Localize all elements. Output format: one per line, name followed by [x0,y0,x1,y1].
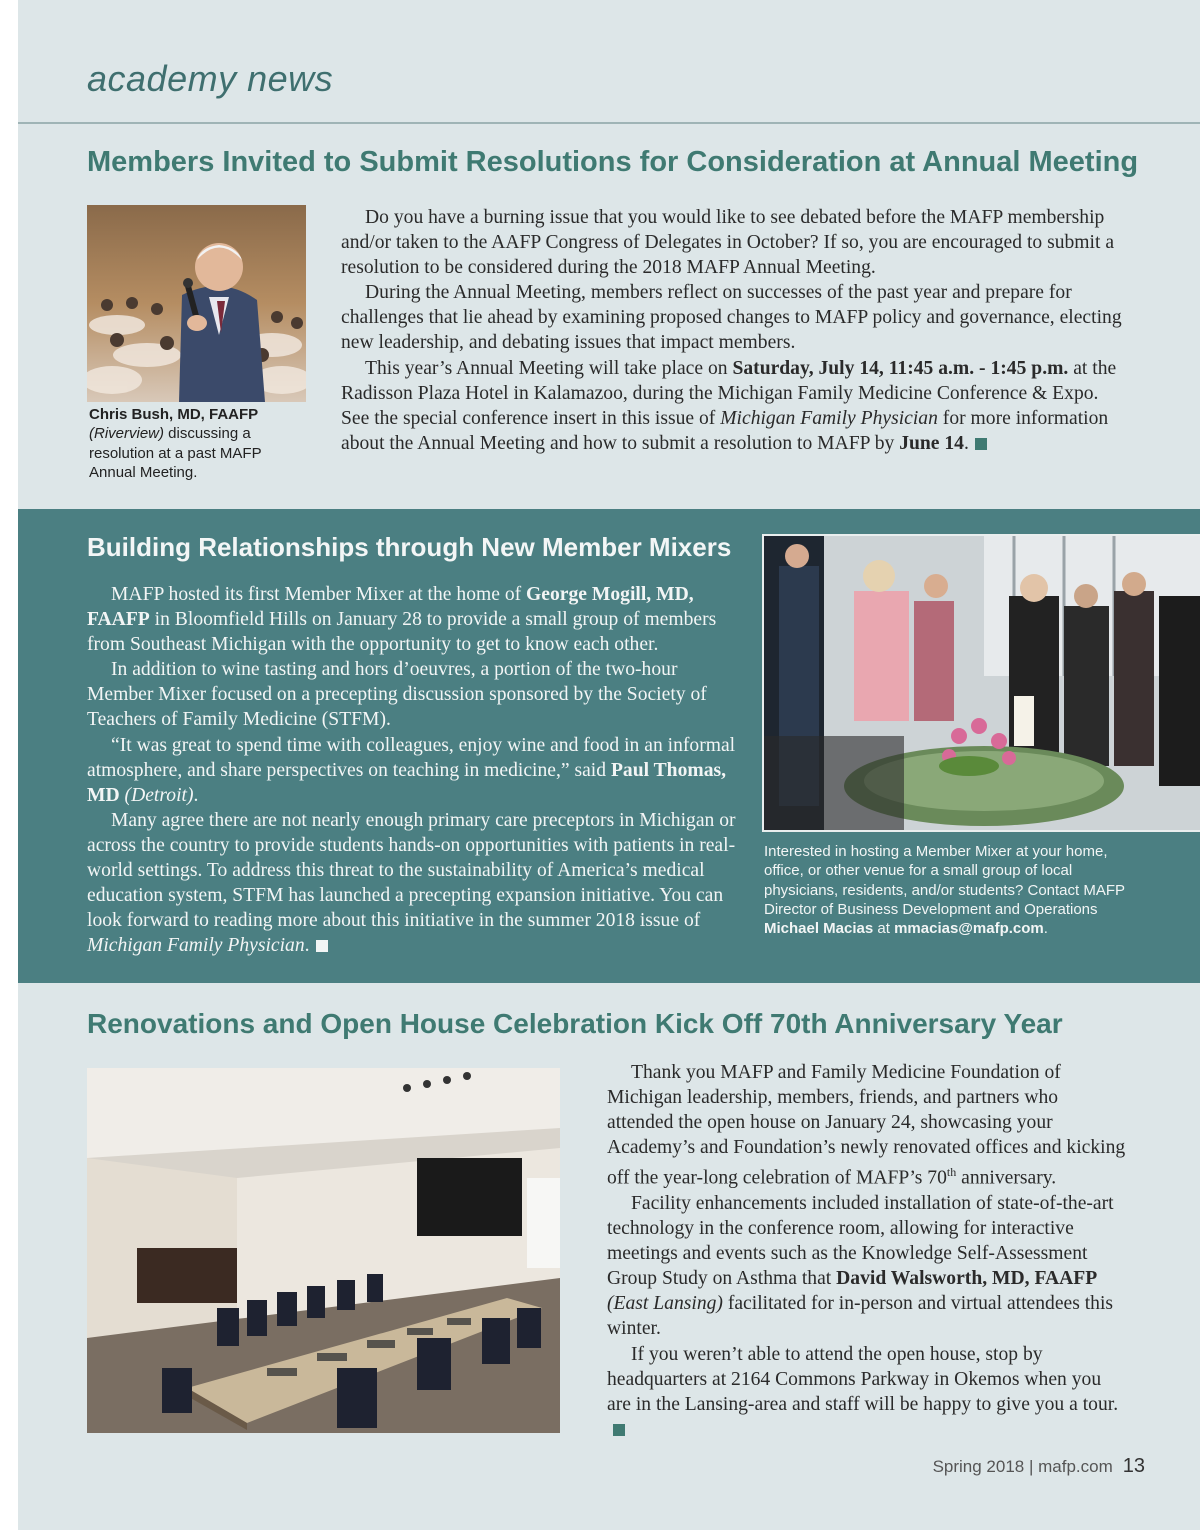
article2-paragraph [87,808,737,959]
article2-title: Building Relationships through New Member Mixers [87,532,732,562]
speaker-caption [89,405,299,482]
article1-paragraph: During the Annual Meeting, members reflect on successes of the past year and prepare for challenges that lie ahead by examining proposed changes to MAFP policy and governance, electing new leadership, and debating issues that impact members. [341,282,1122,354]
text-run: at [873,920,895,938]
page-number: 13 [1122,1455,1145,1477]
text-run: This year’s Annual Meeting will take place on [365,357,733,379]
text-run: . [963,432,969,454]
text-run: Thank you MAFP and Family Medicine Foundation of Michigan leadership, members, friends, and partners who attended the open house on January 24, showcasing your Academy’s and Foundation’s newly renovated offices and kicking off the year-long celebration of MAFP’s 70 [607,1062,1126,1189]
article3-body [607,1060,1127,1442]
caption-name: Chris Bush, MD, FAAFP [89,406,259,423]
text-run: . [1043,920,1048,938]
issue-info: Spring 2018 | mafp.com [932,1457,1113,1476]
page-footer [933,1455,1145,1478]
mixer-caption [764,842,1144,938]
article3-paragraph [607,1342,1127,1442]
text-run: “It was great to spend time with colleagues, enjoy wine and food in an informal atmosphere, and share perspectives on teaching in medicine,” said [87,734,736,781]
member-mixer-band [18,509,1200,983]
meeting-date: Saturday, July 14, 11:45 a.m. - 1:45 p.m. [732,357,1069,379]
publication-title: Michigan Family Physician [87,935,305,957]
text-run: MAFP hosted its first Member Mixer at the home of [111,584,527,605]
publication-title: Michigan Family Physician [720,407,938,429]
section-label: academy news [87,58,334,99]
contact-name: Michael Macias [764,920,874,938]
text-run: at the Radisson Plaza Hotel in Kalamazoo, during the Michigan Family Medicine Conference & Expo. See the special conference insert in this issue of [341,357,1117,429]
quote-author-city: (Detroit) [119,784,194,806]
text-run: facilitated for in-person and virtual attendees this winter. [607,1293,1114,1340]
conference-room-photo [87,1068,560,1433]
facilitator-name: David Walsworth, MD, FAAFP [836,1268,1098,1290]
quote-author: Paul Thomas, MD [87,759,727,806]
text-run: in Bloomfield Hills on January 28 to provide a small group of members from Southeast Michigan with the opportunity to get to know each other. [87,609,717,656]
article2-body [87,582,737,958]
text-run: anniversary. [956,1167,1057,1189]
article1-paragraph [341,356,1131,456]
article1-title: Members Invited to Submit Resolutions for Consideration at Annual Meeting [87,146,1139,178]
article3-paragraph [607,1060,1127,1191]
text-run: Interested in hosting a Member Mixer at your home, office, or other venue for a small group of local physicians, residents, and/or students? Contact MAFP Director of Business Development and Operations [764,843,1125,918]
caption-text: discussing a resolution at a past MAFP Annual Meeting. [89,425,262,481]
header-rule [18,122,1200,124]
mixer-photo [762,534,1200,832]
article2-paragraph [87,582,737,657]
article1-body [341,205,1131,456]
text-run: for more information about the Annual Meeting and how to submit a resolution to MAFP by [341,407,1109,454]
article3-title: Renovations and Open House Celebration Kick Off 70th Anniversary Year [87,1008,1063,1039]
deadline-date: June 14 [899,432,964,454]
end-mark-icon [613,1424,625,1436]
contact-email-link[interactable]: mmacias@mafp.com [894,920,1044,938]
text-run: Many agree there are not nearly enough primary care preceptors in Michigan or across the country to provide students hands-on opportunities with patients in real-world settings. To address this threat to the sustainability of America’s medical education system, STFM has launched a precepting expansion initiative. You can look forward to reading more about this initiative in the summer 2018 issue of [87,809,736,932]
ordinal-suffix: th [946,1165,957,1180]
article1-paragraph: Do you have a burning issue that you would like to see debated before the MAFP membership and/or taken to the AAFP Congress of Delegates in October? If so, you are encouraged to submit a resolution to be considered during the 2018 MAFP Annual Meeting. [341,207,1115,279]
text-run: If you weren’t able to attend the open house, stop by headquarters at 2164 Commons Parkway in Okemos when you are in the Lansing-area and staff will be happy to give you a tour. [607,1343,1119,1415]
facilitator-city: (East Lansing) [607,1293,723,1315]
text-run: Facility enhancements included installation of state-of-the-art technology in the conference room, allowing for interactive meetings and events such as the Knowledge Self-Assessment Group Study on Asthma that [607,1193,1114,1290]
caption-city: (Riverview) [89,425,164,443]
text-run: . [193,784,199,806]
end-mark-icon [316,940,328,952]
article2-paragraph [87,733,737,808]
end-mark-icon [975,438,987,450]
article2-paragraph: In addition to wine tasting and hors d’oeuvres, a portion of the two-hour Member Mixer focused on a precepting discussion sponsored by the Society of Teachers of Family Medicine (STFM). [87,659,707,731]
host-name: George Mogill, MD, FAAFP [87,584,694,631]
article3-paragraph [607,1191,1127,1342]
speaker-photo [87,205,306,402]
text-run: . [304,935,310,957]
